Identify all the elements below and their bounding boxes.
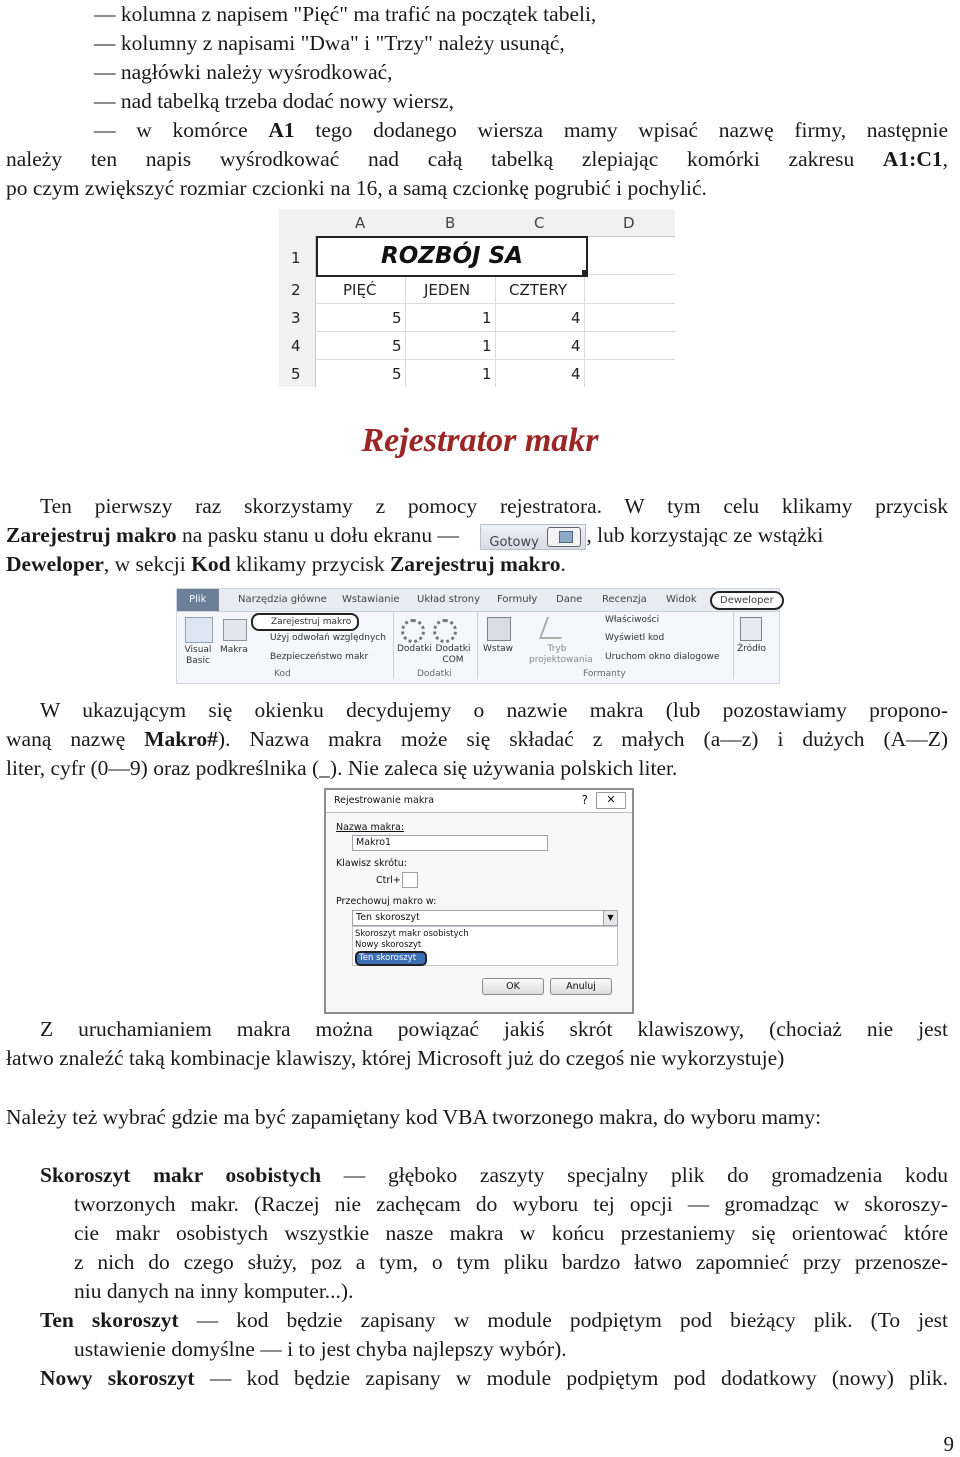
help-icon[interactable]: ?: [581, 793, 588, 807]
page-number: 9: [943, 1432, 954, 1456]
p2-line-2: waną nazwę Makro#). Nazwa makra może się składać z małych (a—z) i dużych (A—Z): [6, 727, 948, 751]
cell-a3: 5: [392, 309, 402, 327]
tab-narzedzia[interactable]: Narzędzia główne: [238, 594, 327, 605]
ribbon-image: [176, 588, 780, 684]
com-addins-gear-icon[interactable]: [433, 619, 457, 643]
dialog-title: Rejestrowanie makra: [334, 795, 435, 806]
macro-security-button[interactable]: Bezpieczeństwo makr: [270, 652, 369, 662]
record-macro-button[interactable]: Zarejestruj makro: [251, 613, 359, 631]
status-label: Gotowy: [489, 535, 539, 551]
source-label[interactable]: Źródło: [737, 644, 766, 654]
cell-a5: 5: [392, 365, 402, 383]
p4-line: Należy też wybrać gdzie ma być zapamiętany kod VBA tworzonego makra, do wyboru mamy:: [6, 1105, 822, 1129]
visual-basic-label[interactable]: Visual Basic: [184, 645, 212, 666]
shortcut-label: Klawisz skrótu:: [336, 858, 407, 869]
ribbon-tabs: [177, 589, 779, 612]
excel-table-image: [279, 209, 675, 387]
intro-line-2: — kolumny z napisami "Dwa" i "Trzy" należy usunąć,: [94, 31, 565, 55]
intro-line-7: po czym zwiększyć rozmiar czcionki na 16, a samą czcionkę pogrubić i pochylić.: [6, 176, 707, 200]
section-heading: Rejestrator makr: [361, 422, 599, 459]
option-personal[interactable]: Skoroszyt makr osobistych: [355, 929, 469, 939]
tab-plik[interactable]: Plik: [189, 594, 207, 605]
macro-name-input[interactable]: Makro1: [352, 835, 548, 851]
ok-button[interactable]: OK: [482, 978, 544, 995]
design-mode-icon[interactable]: [539, 617, 569, 639]
row-header-1: 1: [291, 249, 301, 267]
company-title: ROZBÓJ SA: [381, 243, 523, 269]
visual-basic-icon[interactable]: [185, 617, 213, 643]
com-addins-label[interactable]: Dodatki COM: [435, 644, 471, 665]
design-mode-label[interactable]: Tryb projektowania: [529, 644, 593, 665]
p1-line-1: Ten pierwszy raz skorzystamy z pomocy rejestratora. W tym celu klikamy przycisk: [40, 494, 948, 518]
makra-label[interactable]: Makra: [220, 645, 248, 655]
chevron-down-icon[interactable]: ▼: [603, 911, 617, 925]
cell-b5: 1: [482, 365, 492, 383]
list-a-line-5: niu danych na inny komputer...).: [74, 1279, 354, 1303]
intro-line-1: — kolumna z napisem "Pięć" ma trafić na początek tabeli,: [94, 2, 597, 26]
cell-c3: 4: [571, 309, 581, 327]
intro-line-5: — w komórce A1 tego dodanego wiersza mamy wpisać nazwę firmy, następnie: [94, 118, 948, 142]
p1-line-2: Zarejestruj makro na pasku stanu u dołu ekranu — Gotowy , lub korzystając ze wstążki: [6, 521, 948, 550]
header-piec: PIĘĆ: [343, 281, 377, 299]
list-b-line-1: Ten skoroszyt — kod będzie zapisany w module podpiętym pod bieżący plik. (To jest: [40, 1308, 948, 1332]
cancel-button[interactable]: Anuluj: [550, 978, 612, 995]
cell-c5: 4: [571, 365, 581, 383]
row-header-5: 5: [291, 365, 301, 383]
list-a-line-1: Skoroszyt makr osobistych — głęboko zaszyty specjalny plik do gromadzenia kodu: [40, 1163, 948, 1187]
addins-gear-icon[interactable]: [401, 619, 425, 643]
header-cztery: CZTERY: [509, 281, 568, 299]
p2-line-1: W ukazującym się okienku decydujemy o nazwie makra (lub pozostawiamy propono-: [40, 698, 948, 722]
macro-name-label: Nazwa makra:: [336, 822, 405, 833]
list-c-line-1: Nowy skoroszyt — kod będzie zapisany w module podpiętym pod dodatkowy (nowy) plik.: [40, 1366, 948, 1390]
record-macro-dialog: [324, 788, 634, 1014]
tab-deweloper[interactable]: Deweloper: [710, 591, 784, 610]
p1-line-3: Deweloper, w sekcji Kod klikamy przycisk Zarejestruj makro.: [6, 552, 566, 576]
close-icon[interactable]: ✕: [596, 792, 626, 809]
intro-line-4: — nad tabelką trzeba dodać nowy wiersz,: [94, 89, 454, 113]
intro-line-6: należy ten napis wyśrodkować nad całą tabelką zlepiając komórki zakresu A1:C1,: [6, 147, 948, 171]
col-header-a: A: [355, 214, 366, 232]
cell-a4: 5: [392, 337, 402, 355]
tab-dane[interactable]: Dane: [556, 594, 583, 605]
merged-title-cell[interactable]: [316, 236, 588, 277]
list-a-line-2: tworzonych makr. (Raczej nie zachęcam do wyboru tej opcji — gromadząc w skoroszy-: [74, 1192, 948, 1216]
store-label: Przechowuj makro w:: [336, 896, 437, 907]
view-code-button[interactable]: Wyświetl kod: [605, 633, 665, 643]
store-select[interactable]: Ten skoroszyt ▼: [352, 910, 618, 926]
dialog-titlebar: [326, 790, 632, 813]
option-this[interactable]: Ten skoroszyt: [355, 951, 427, 966]
cell-b4: 1: [482, 337, 492, 355]
shortcut-key-input[interactable]: [402, 872, 418, 888]
addins-label[interactable]: Dodatki: [397, 644, 432, 654]
run-dialog-button[interactable]: Uruchom okno dialogowe: [605, 652, 720, 662]
row-header-4: 4: [291, 337, 301, 355]
cell-b3: 1: [482, 309, 492, 327]
insert-controls-icon[interactable]: [487, 617, 511, 641]
list-b-line-2: ustawienie domyślne — i to jest chyba najlepszy wybór).: [74, 1337, 567, 1361]
properties-button[interactable]: Właściwości: [605, 615, 660, 625]
p2-line-3: liter, cyfr (0—9) oraz podkreślnika (_). Nie zaleca się używania polskich liter.: [6, 756, 678, 780]
col-header-d: D: [623, 214, 635, 232]
list-a-line-3: cie makr osobistych wszystkie nasze makra w końcu przestaniemy się orientować które: [74, 1221, 948, 1245]
tab-wstawianie[interactable]: Wstawianie: [342, 594, 400, 605]
col-header-b: B: [445, 214, 456, 232]
ctrl-label: Ctrl+: [376, 875, 401, 886]
group-formanty-label: Formanty: [583, 669, 626, 679]
header-jeden: JEDEN: [424, 281, 471, 299]
makra-icon[interactable]: [223, 619, 247, 641]
record-macro-icon[interactable]: [547, 527, 581, 547]
tab-widok[interactable]: Widok: [666, 594, 697, 605]
source-icon[interactable]: [740, 617, 762, 641]
insert-label[interactable]: Wstaw: [483, 644, 513, 654]
p3-line-1: Z uruchamianiem makra można powiązać jakiś skrót klawiszowy, (chociaż nie jest: [40, 1017, 948, 1041]
group-kod-label: Kod: [274, 669, 291, 679]
p3-line-2: łatwo znaleźć taką kombinacje klawiszy, której Microsoft już do czegoś nie wykorzystuje): [6, 1046, 785, 1070]
tab-recenzja[interactable]: Recenzja: [602, 594, 647, 605]
group-dodatki-label: Dodatki: [417, 669, 452, 679]
tab-uklad[interactable]: Układ strony: [417, 594, 481, 605]
status-bar-button[interactable]: [480, 524, 586, 550]
intro-line-3: — nagłówki należy wyśrodkować,: [94, 60, 393, 84]
col-header-c: C: [534, 214, 545, 232]
list-a-line-4: z nich do czego służy, poz a tym, o tym pliku bardzo łatwo zapomnieć przy przenosze-: [74, 1250, 948, 1274]
cell-c4: 4: [571, 337, 581, 355]
row-header-3: 3: [291, 309, 301, 327]
option-new[interactable]: Nowy skoroszyt: [355, 940, 422, 950]
store-dropdown-list: [352, 926, 618, 966]
tab-formuly[interactable]: Formuły: [497, 594, 538, 605]
row-header-2: 2: [291, 281, 301, 299]
relative-refs-button[interactable]: Użyj odwołań względnych: [270, 633, 386, 643]
